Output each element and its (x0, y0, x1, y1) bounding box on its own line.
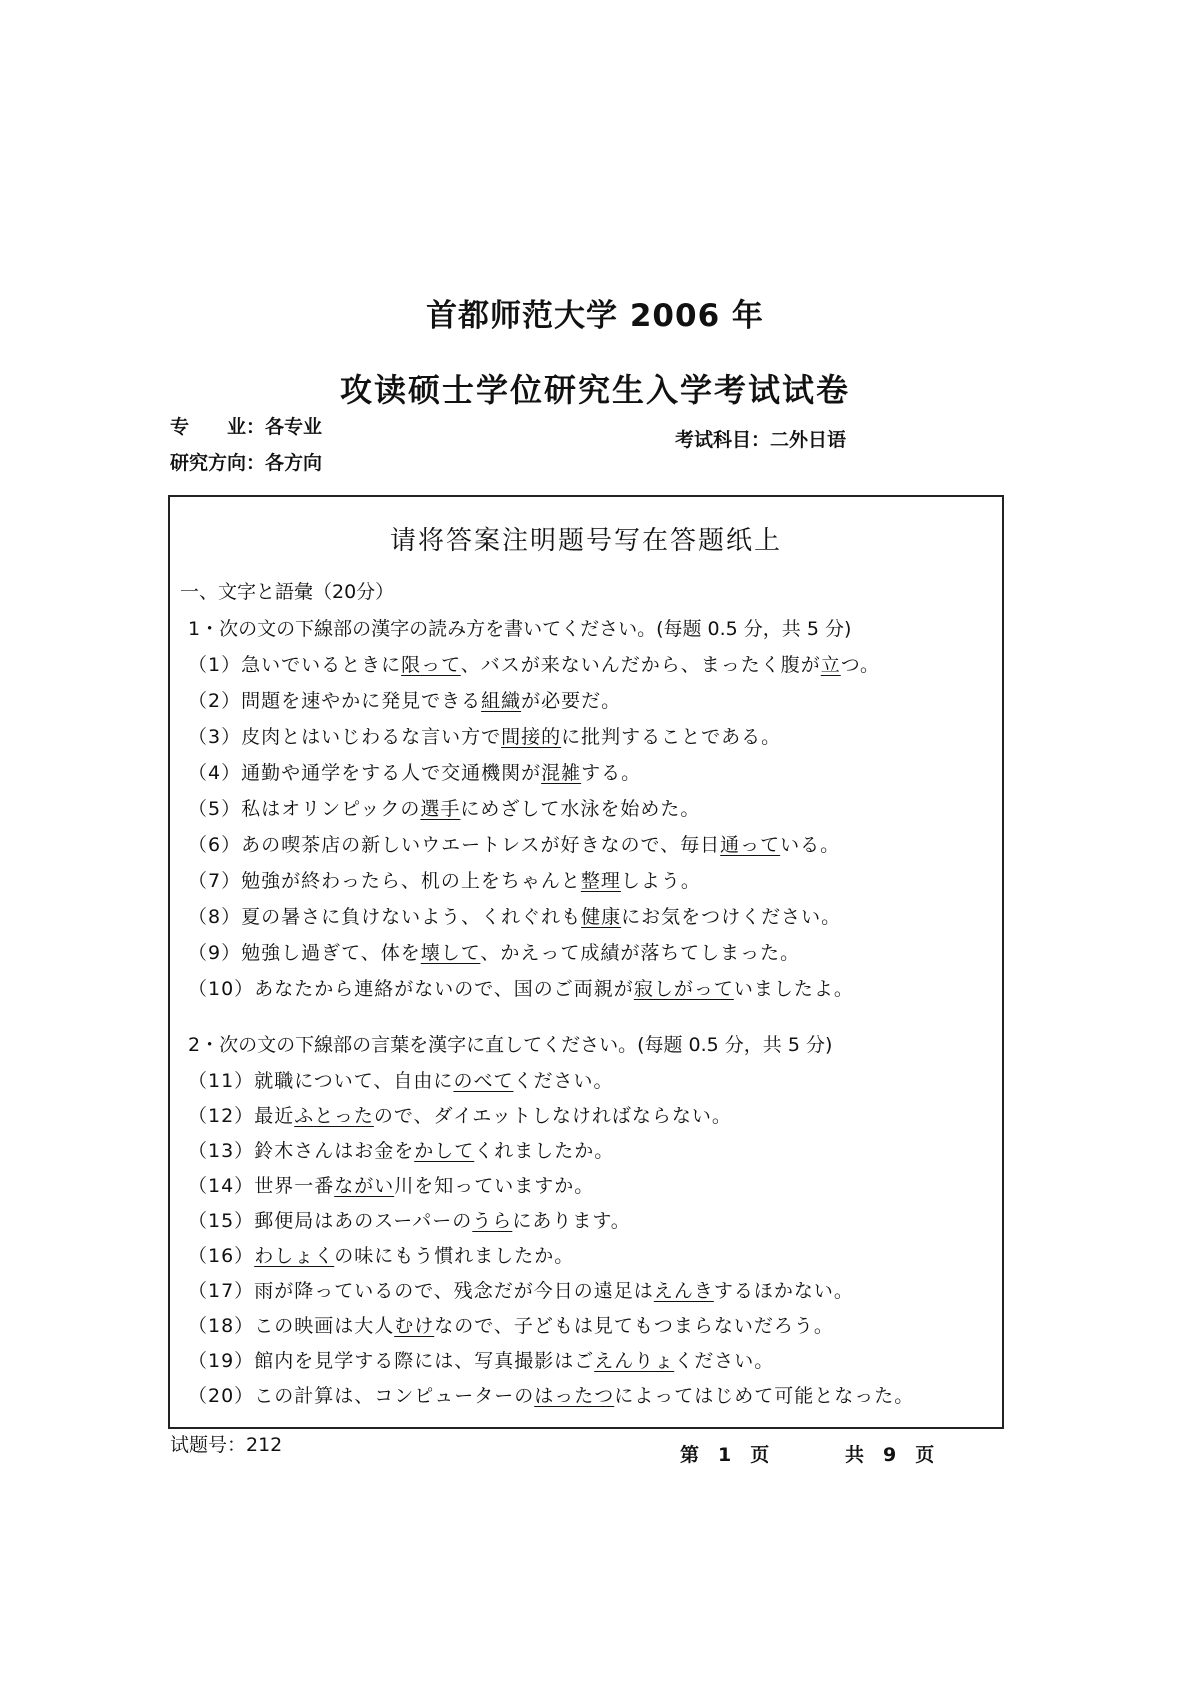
underlined-word: 立 (820, 654, 841, 676)
exam-number: 试题号：212 (170, 1434, 283, 1456)
subject-value: 二外日语 (770, 429, 847, 451)
question-text: 勉強が終わったら、机の上をちゃんと (241, 870, 581, 892)
underlined-word: 壊して (420, 942, 481, 964)
question-text: なので、子どもは見てもつまらないだろう。 (434, 1315, 834, 1337)
question-line (188, 1276, 854, 1303)
question-line (188, 830, 840, 857)
question-text: この計算は、コンピューターの (254, 1385, 535, 1407)
question-line (188, 1346, 774, 1373)
underlined-word: 健康 (581, 906, 622, 928)
question-number: （9） (188, 942, 242, 964)
question-text: あの喫茶店の新しいウエートレスが好きなので、毎日 (241, 834, 721, 856)
question-text: 雨が降っているので、残念だが今日の遠足は (254, 1280, 654, 1302)
question-number: （10） (188, 978, 255, 1000)
question-number: （18） (188, 1315, 255, 1337)
question-text: いましたよ。 (733, 978, 854, 1000)
question-line (188, 902, 841, 929)
part1-heading: 1・次の文の下線部の漢字の読み方を書いてください。(每题 0.5 分，共 5 分) (188, 618, 852, 640)
major-label: 专 业： (170, 416, 266, 438)
question-line (188, 938, 800, 965)
question-line (188, 1171, 594, 1198)
question-text: ください。 (674, 1350, 775, 1372)
question-text: くれましたか。 (474, 1140, 615, 1162)
question-text: いる。 (780, 834, 841, 856)
underlined-word: 組織 (481, 690, 522, 712)
underlined-word: 限って (401, 654, 461, 676)
question-number: （19） (188, 1350, 255, 1372)
direction-label: 研究方向： (170, 452, 266, 474)
subject-label: 考试科目： (675, 429, 771, 451)
question-text: 皮肉とはいじわるな言い方で (241, 726, 502, 748)
underlined-word: むけ (394, 1315, 435, 1337)
question-text: によってはじめて可能となった。 (614, 1385, 915, 1407)
question-number: （15） (188, 1210, 255, 1232)
underlined-word: かして (414, 1140, 475, 1162)
underlined-word: のべて (453, 1070, 514, 1092)
page-total: 共 9 页 (845, 1444, 935, 1466)
question-text: が必要だ。 (521, 690, 622, 712)
question-text: 郵便局はあのスーパーの (254, 1210, 473, 1232)
question-text: 鈴木さんはお金を (254, 1140, 415, 1162)
question-text: にあります。 (512, 1210, 631, 1232)
subject-row (675, 425, 846, 452)
major-row (170, 412, 322, 439)
question-text: 私はオリンピックの (241, 798, 421, 820)
question-number: （20） (188, 1385, 255, 1407)
question-number: （14） (188, 1175, 255, 1197)
question-line (188, 1381, 914, 1408)
page-subtitle: 攻读硕士学位研究生入学考试试卷 (339, 371, 850, 409)
major-value: 各专业 (265, 416, 323, 438)
question-line (188, 722, 781, 749)
section1-heading: 一、文字と語彙（20分） (180, 581, 395, 603)
question-text: 館内を見学する際には、写真撮影はご (254, 1350, 595, 1372)
underlined-word: ふとった (294, 1105, 374, 1127)
question-text: 問題を速やかに発見できる (241, 690, 482, 712)
question-line (188, 1066, 613, 1093)
question-number: （4） (188, 762, 242, 784)
underlined-word: はったつ (534, 1385, 615, 1407)
question-number: （17） (188, 1280, 255, 1302)
question-text: 、バスが来ないんだから、まったく腹が (460, 654, 821, 676)
question-text: 川を知っていますか。 (394, 1175, 595, 1197)
question-text: 急いでいるときに (241, 654, 402, 676)
underlined-word: 混雑 (541, 762, 582, 784)
question-line (188, 974, 854, 1001)
question-number: （2） (188, 690, 242, 712)
question-line (188, 1311, 834, 1338)
underlined-word: うら (472, 1210, 513, 1232)
question-text: この映画は大人 (254, 1315, 395, 1337)
question-line (188, 1136, 614, 1163)
question-line (188, 1206, 631, 1233)
question-text: 、かえって成績が落ちてしまった。 (480, 942, 801, 964)
underlined-word: わしょく (254, 1245, 335, 1267)
question-line (188, 794, 700, 821)
page-current: 第 1 页 (680, 1444, 770, 1466)
question-number: （16） (188, 1245, 255, 1267)
question-number: （6） (188, 834, 242, 856)
question-text: 通勤や通学をする人で交通機関が (241, 762, 542, 784)
question-text: あなたから連絡がないので、国のご両親が (254, 978, 634, 1000)
question-number: （13） (188, 1140, 255, 1162)
underlined-word: えんき (653, 1280, 714, 1302)
underlined-word: えんりょ (594, 1350, 675, 1372)
question-text: 就職について、自由に (254, 1070, 454, 1092)
question-line (188, 650, 880, 677)
question-line (188, 686, 621, 713)
question-text: 夏の暑さに負けないよう、くれぐれも (241, 906, 582, 928)
question-text: ので、ダイエットしなければならない。 (373, 1105, 732, 1127)
question-number: （8） (188, 906, 242, 928)
question-text: に批判することである。 (561, 726, 782, 748)
question-text: 最近 (254, 1105, 295, 1127)
question-text: する。 (581, 762, 642, 784)
question-text: つ。 (840, 654, 881, 676)
page-title: 首都师范大学 2006 年 (426, 298, 764, 334)
question-line (188, 1241, 574, 1268)
box-title: 请将答案注明题号写在答题纸上 (389, 526, 782, 556)
question-text: するほかない。 (713, 1280, 854, 1302)
question-text: 勉強し過ぎて、体を (241, 942, 421, 964)
question-number: （12） (188, 1105, 255, 1127)
underlined-word: 寂しがって (633, 978, 734, 1000)
question-text: の味にもう慣れましたか。 (334, 1245, 575, 1267)
direction-row (170, 448, 322, 475)
question-line (188, 1101, 732, 1128)
question-number: （3） (188, 726, 242, 748)
question-text: にめざして水泳を始めた。 (460, 798, 701, 820)
question-text: しよう。 (620, 870, 701, 892)
direction-value: 各方向 (265, 452, 323, 474)
question-number: （1） (188, 654, 242, 676)
underlined-word: ながい (334, 1175, 395, 1197)
question-number: （11） (188, 1070, 255, 1092)
question-number: （5） (188, 798, 242, 820)
question-text: にお気をつけください。 (621, 906, 842, 928)
question-text: ください。 (513, 1070, 614, 1092)
underlined-word: 通って (720, 834, 781, 856)
question-number: （7） (188, 870, 242, 892)
question-text: 世界一番 (254, 1175, 335, 1197)
underlined-word: 選手 (420, 798, 461, 820)
part2-heading: 2・次の文の下線部の言葉を漢字に直してください。(每题 0.5 分，共 5 分) (188, 1034, 833, 1056)
question-line (188, 758, 641, 785)
underlined-word: 整理 (580, 870, 621, 892)
question-line (188, 866, 701, 893)
underlined-word: 間接的 (501, 726, 562, 748)
